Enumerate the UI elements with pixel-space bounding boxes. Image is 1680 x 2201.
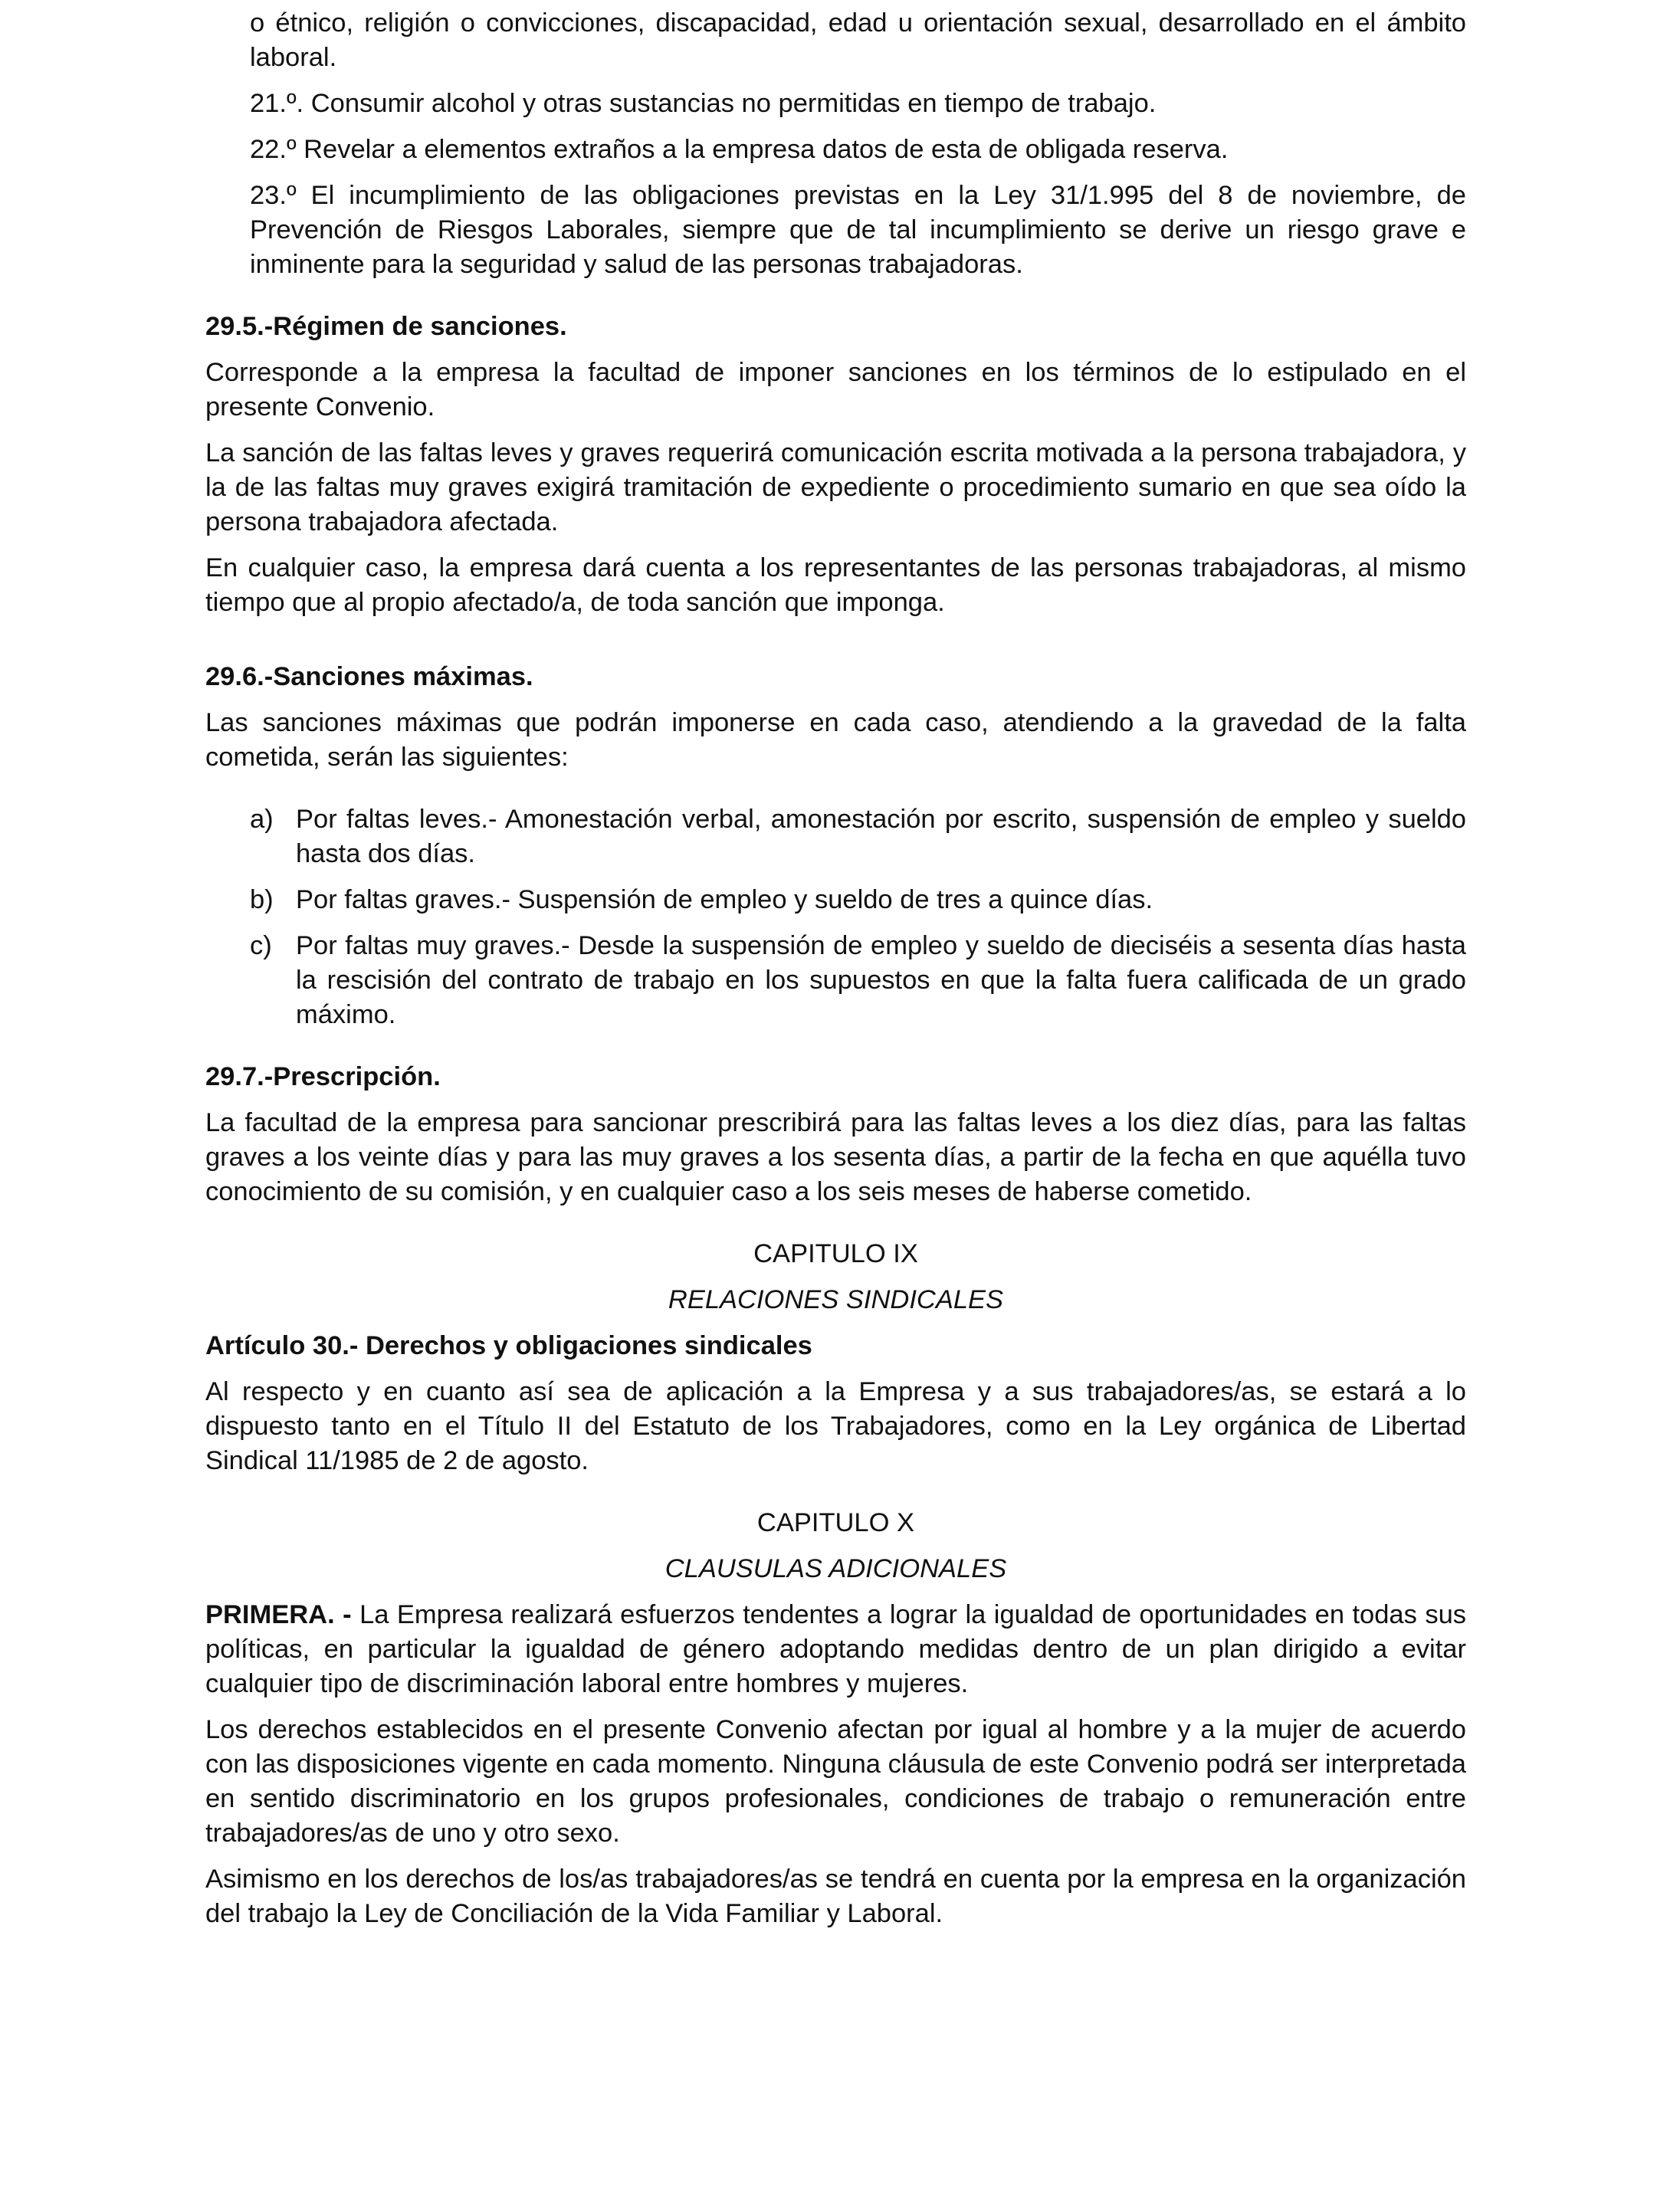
section-heading-29-5: 29.5.-Régimen de sanciones.: [205, 312, 567, 341]
list-marker: a): [250, 805, 274, 834]
article-heading-30: Artículo 30.- Derechos y obligaciones sindicales: [205, 1331, 812, 1360]
paragraph: Los derechos establecidos en el presente Convenio afectan por igual al hombre y a la mujer de acuerdo con las disposiciones vigente en cada momento. Ninguna cláusula de este Convenio podrá ser interpretada en sentido discriminatorio en los grupos profesionales, condiciones de trabajo o remuneración entre trabajadores/as de uno y otro sexo.: [205, 1715, 1466, 1848]
list-item-text: Por faltas leves.- Amonestación verbal, amonestación por escrito, suspensión de empleo y sueldo hasta dos días.: [296, 805, 1466, 868]
section-heading-29-6: 29.6.-Sanciones máximas.: [205, 662, 533, 691]
paragraph: Al respecto y en cuanto así sea de aplicación a la Empresa y a sus trabajadores/as, se estará a lo dispuesto tanto en el Título II del Estatuto de los Trabajadores, como en la Ley orgánica de Libertad Sindical 11/1985 de 2 de agosto.: [205, 1377, 1466, 1475]
chapter-title: CAPITULO IX: [753, 1239, 918, 1268]
clause-text: La Empresa realizará esfuerzos tendentes a lograr la igualdad de oportunidades en todas sus políticas, en particular la igualdad de género adoptando medidas dentro de un plan dirigido a evitar cualquier tipo de discriminación laboral entre hombres y mujeres.: [205, 1600, 1467, 1698]
paragraph: Las sanciones máximas que podrán imponerse en cada caso, atendiendo a la gravedad de la falta cometida, serán las siguientes:: [205, 708, 1466, 772]
list-item-b: [250, 883, 1466, 917]
chapter-title: CAPITULO X: [756, 1508, 915, 1537]
list-item-23: 23.º El incumplimiento de las obligaciones previstas en la Ley 31/1.995 del 8 de noviembre, de Prevención de Riesgos Laborales, siempre que de tal incumplimiento se derive un riesgo grave e inminente para la seguridad y salud de las personas trabajadoras.: [250, 181, 1466, 279]
list-item-22: 22.º Revelar a elementos extraños a la empresa datos de esta de obligada reserva.: [250, 135, 1229, 164]
list-item-text: Por faltas graves.- Suspensión de empleo y sueldo de tres a quince días.: [296, 885, 1153, 914]
paragraph: En cualquier caso, la empresa dará cuenta a los representantes de las personas trabajadoras, al mismo tiempo que al propio afectado/a, de toda sanción que imponga.: [205, 553, 1466, 617]
section-heading-29-7: 29.7.-Prescripción.: [205, 1062, 441, 1091]
list-item-continuation: o étnico, religión o convicciones, discapacidad, edad u orientación sexual, desarrollado en el ámbito laboral.: [250, 8, 1466, 72]
clause-label: PRIMERA. -: [205, 1600, 352, 1629]
list-item-21: 21.º. Consumir alcohol y otras sustancias no permitidas en tiempo de trabajo.: [250, 89, 1157, 118]
list-item-a: [250, 802, 1466, 871]
list-marker: c): [250, 931, 272, 960]
chapter-subtitle: RELACIONES SINDICALES: [668, 1285, 1004, 1314]
list-item-c: [250, 929, 1466, 1032]
paragraph: Corresponde a la empresa la facultad de imponer sanciones en los términos de lo estipulado en el presente Convenio.: [205, 358, 1466, 422]
list-marker: b): [250, 885, 274, 914]
list-item-text: Por faltas muy graves.- Desde la suspensión de empleo y sueldo de dieciséis a sesenta días hasta la rescisión del contrato de trabajo en los supuestos en que la falta fuera calificada de un grado máximo.: [296, 931, 1466, 1029]
paragraph: Asimismo en los derechos de los/as trabajadores/as se tendrá en cuenta por la empresa en la organización del trabajo la Ley de Conciliación de la Vida Familiar y Laboral.: [205, 1865, 1466, 1928]
clause-primera: [205, 1598, 1466, 1701]
paragraph: La sanción de las faltas leves y graves requerirá comunicación escrita motivada a la persona trabajadora, y la de las faltas muy graves exigirá tramitación de expediente o procedimiento sumario en que sea oído la persona trabajadora afectada.: [205, 438, 1466, 536]
document-page: [205, 6, 1466, 1931]
chapter-subtitle: CLAUSULAS ADICIONALES: [664, 1554, 1007, 1583]
paragraph: La facultad de la empresa para sancionar prescribirá para las faltas leves a los diez días, para las faltas graves a los veinte días y para las muy graves a los sesenta días, a partir de la fecha en que aquélla tuvo conocimiento de su comisión, y en cualquier caso a los seis meses de haberse cometido.: [205, 1108, 1466, 1206]
